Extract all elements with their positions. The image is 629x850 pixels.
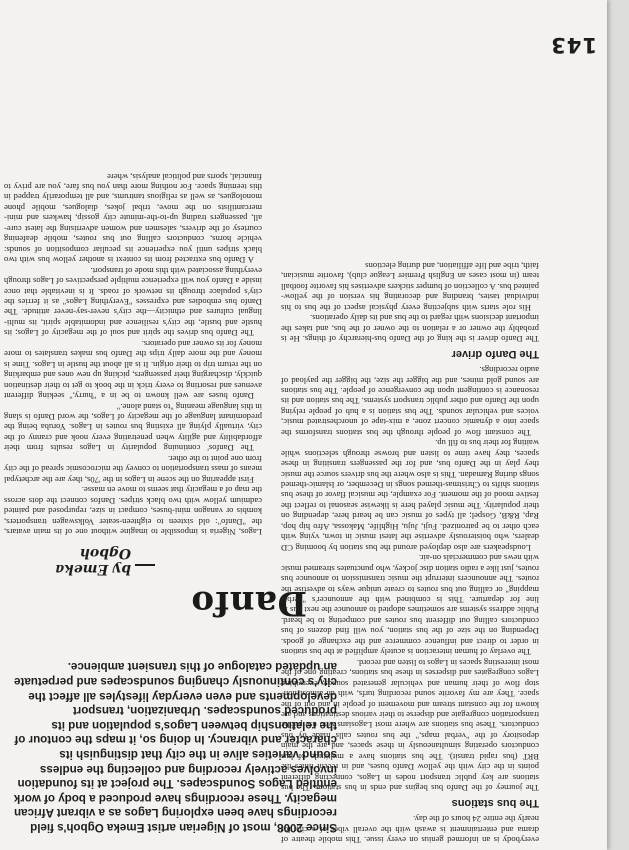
intro-paragraph: Since 2008, most of Nigerian artist Emeka Ogboh's field recordings have been exploring Lagos as a vibrant African megacity. These recordings have produced a body of work entitled Lagos Soundscapes. The project at its foundation involves actively recording and collecting the endless sound varieties alive in the city that distinguish its character and vibrancy. In doing so, it maps the contour of the relationship between Lagos's population and its produced soundscapes. Urbanization, transport developments and even everyday lifestyles all affect the city's continuously changing soundscapes and perpetuate an updated catalogue of this transient ambience.: [13, 660, 337, 834]
body-paragraph: A Danfo bus extracted from its context is another yellow bus with two black stripes until you experience its peculiar composition of sounds: vehicle horns, conductors calling out bus routes, mobile deafening courtesy of the drivers, salesmen and women advertising the latest cure-all, passengers trading up-to-the-minute city gossip, hawkers and mini-mercantilists on the move, tribal jokes, dialogues, mobile phone monologues, as well as religious tantrums, and all temporarily trapped in this teeming space. For nothing more than you bus fare, you are privy to financial, sports and political analysis, where: [4, 171, 262, 266]
body-paragraph: The Danfos' continuing popularity in Lagos results from their affordability and agility when penetrating every nook and cranny of the city, virtually plying all existing bus routes in Lagos. Yoruba being the predominant language of the megacity of Lagos, the word Danfo is slang in this language meaning "to stand alone.": [4, 401, 262, 454]
body-paragraph: The journey of the Danfo bus begins and ends in bus stations. The bus stations are key public transport nodes in Lagos, connecting different points in the city with the yellow Danfo buses, and in recent times the BRT (bus rapid transit). The bus stations have a multitude of bus conductors operating simultaneously in these spaces, and are the main depository of the "verbal maps," the bus routes calls made by bus conductors. These bus stations are where most Lagosians who use public transportation congregate and disperse to their various destinations and are known for the constant stream and movement of people in and out of the space. They are my favorite sound recording turfs, with an almost non-stop flow of their human and vehicular generated sounds, everything Lagos congregates and disperses in these bus stations, creating one of the most interesting spaces in Lagos to listen and record.: [281, 657, 539, 794]
left-column-top: [281, 260, 539, 845]
body-paragraph: First appearing on the scene in Lagos in the '70s, they are the archetypal means of mass transportation to convey the microcosmic spread of the city from one point to the other.: [4, 453, 262, 485]
body-paragraph: Danfo buses are well known to be in a "hurry," seeking different avenues and resorting to every trick in the book to get to their destination quickly, discharging their passengers, picking up new ones and embarking on the return trip to their origin. It is all about the hustle in Lagos. Time is money and the more daily trips the Danfo bus makes translates to more money for its owner and operators.: [4, 338, 262, 402]
body-paragraph: His role starts with subjecting every physical aspect of the bus to his individual tastes, branding and decorating his version of the yellow-painted bus. A collection of bumper stickers advertises his favorite football team (in most cases an English Premier League club), favorite musician, faith, tribe and life affiliation, and during elections: [281, 260, 539, 313]
section-heading-driver: The Danfo driver: [451, 347, 539, 360]
right-column: [4, 171, 262, 537]
body-paragraph: The Danfo bus drives the spirit and soul of the megacity of Lagos; its hustle and bustle, the city's resilience and indomitable spirit, its multi-lingual cultures and ethnicity—the city's never-say-never attitude. The Danfo bus embodies and expresses "Everything Lagos" as it ferries the city's populace through its network of roads. It is inevitable that once inside a Danfo you will experience multiple perspectives of Lagos through everything associated with this mode of transport.: [4, 265, 262, 339]
body-paragraph: Loudspeakers are also deployed around the bus station by booming CD dealers, who boisterously advertise the latest music in town, vying with each other to be patronized. Fuji, Juju, Highlife, Makossa, Afro hip hop, Rap, R&B, Gospel; all types of music can be heard here, depending on their popularity. The music played here is likewise seasonal to reflect the festive mood of the moment. For example, the musical flavor of these bus stations shifts to Christmas-themed songs in December, or Islamic-themed songs during Ramadan. This is also where the bus drivers source the music they play in the Danfo bus, and for the passengers transiting in these spaces, they have time to listen and browse through selections while waiting for their bus to fill up.: [281, 438, 539, 553]
article-byline: by Emeka Ogboh: [55, 545, 131, 577]
article-title: Danfo: [190, 583, 307, 623]
body-paragraph: everybody is an informed genius on every issue. This mobile theatre of drama and entertainment is awash with the overall vibes of a city for nearly the entire 24 hours of the day.: [281, 814, 539, 845]
body-paragraph: Lagos, Nigeria is impossible to imagine without one of its main avatars, the "Danfo": old sixteen to eighteen-seater Volkswagen transporters, kombis or vanagon mini-buses, compact in size, repurposed and painted cadmium yellow with two black stripes. Danfos connect the dots across the map of a megacity that seems to move en masse.: [4, 485, 262, 537]
byline-rule: [135, 565, 155, 567]
body-paragraph: The overlay of human interaction is acutely amplified at the bus stations in order to direct and influence commerce and the exchange of goods. Depending on the size of the bus station, you will find dozens of bus conductors calling out different bus routes and competing to be heard. Public address systems are sometimes adopted to announce the next bus in line for departure. This is combined with the announcer's "verbal mapping" or calling out bus routes to create unique ways to advertise the routes. The announcers interrupt the music transmission to announce bus routes, just like a radio station disc jockey, who punctuates streamed music with news and commercials on-air.: [281, 553, 539, 658]
page-number: 143: [550, 33, 597, 57]
section-heading-bus-stations: The bus stations: [451, 796, 539, 809]
body-paragraph: The Danfo driver is the king of the Danfo bus-hierarchy of things. He is probably the owner or a relation to the owner of the bus, and takes the important decisions with regard to the bus and its daily operations.: [281, 313, 539, 345]
body-paragraph: The constant flow of people through the bus stations transforms the space into a dynamic concert zone, a mix-tape of unorchestrated music, voices and vehicular sounds. The bus station is a hub of people relying upon the Danfo and other public transport systems. The bus station and its resonance is contingent upon the convergence of people. The bus stations are sound gold mines, and the bigger the size, the bigger the payload of audio recordings.: [281, 365, 539, 438]
